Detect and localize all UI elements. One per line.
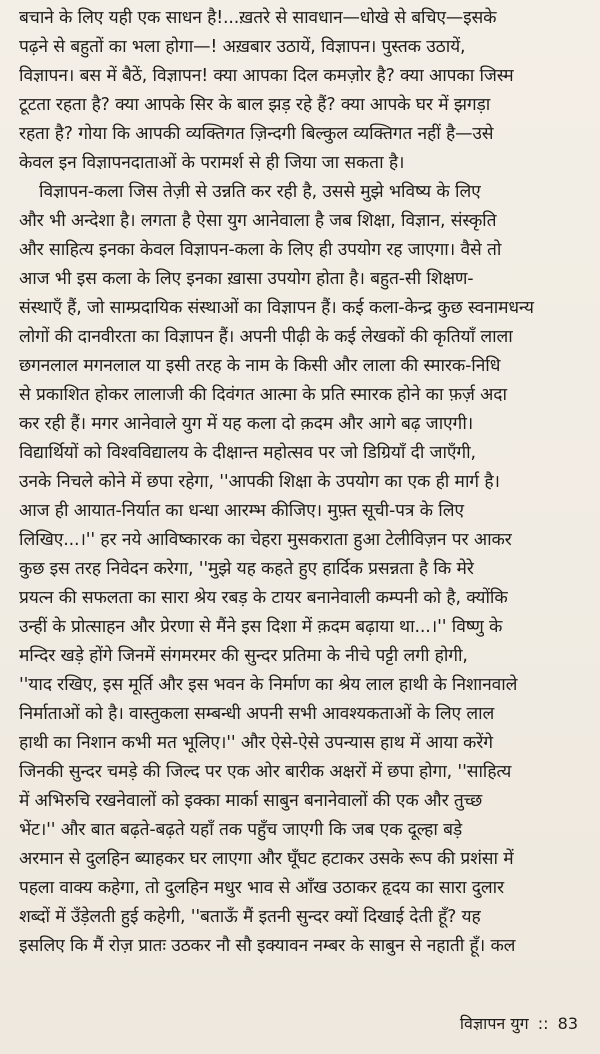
text-line: में अभिरुचि रखनेवालों को इक्का मार्का साबुन बनानेवालों की एक और तुच्छ xyxy=(19,791,483,811)
text-line: संस्थाएँ हैं, जो साम्प्रदायिक संस्थाओं का विज्ञापन हैं। कई कला-केन्द्र कुछ स्वनामधन्य xyxy=(19,298,534,318)
text-line: आज ही आयात-निर्यात का धन्धा आरम्भ कीजिए। मुफ़्त सूची-पत्र के लिए xyxy=(19,501,464,521)
page-number: 83 xyxy=(557,1014,578,1033)
text-line: मन्दिर खड़े होंगे जिनमें संगमरमर की सुन्दर प्रतिमा के नीचे पट्टी लगी होगी, xyxy=(19,646,468,666)
text-line: और साहित्य इनका केवल विज्ञापन-कला के लिए ही उपयोग रह जाएगा। वैसे तो xyxy=(19,240,502,260)
text-line: भेंट।'' और बात बढ़ते-बढ़ते यहाँ तक पहुँच जाएगी कि जब एक दूल्हा बड़े xyxy=(19,820,463,840)
text-line: हाथी का निशान कभी मत भूलिए।'' और ऐसे-ऐसे उपन्यास हाथ में आया करेंगे xyxy=(19,733,493,753)
page-footer xyxy=(460,1013,578,1035)
text-line: उनके निचले कोने में छपा रहेगा, ''आपकी शिक्षा के उपयोग का एक ही मार्ग है। xyxy=(19,472,500,492)
text-line: प्रयत्न की सफलता का सारा श्रेय रबड़ के टायर बनानेवाली कम्पनी को है, क्योंकि xyxy=(19,588,508,608)
text-line: लोगों की दानवीरता का विज्ञापन हैं। अपनी पीढ़ी के कई लेखकों की कृतियाँ लाला xyxy=(19,327,513,347)
text-line: रहता है? गोया कि आपकी व्यक्तिगत ज़िन्दगी बिल्कुल व्यक्तिगत नहीं है—उसे xyxy=(19,124,494,144)
text-line: ''याद रखिए, इस मूर्ति और इस भवन के निर्माण का श्रेय लाल हाथी के निशानवाले xyxy=(19,675,518,695)
text-line: पढ़ने से बहुतों का भला होगा—! अख़बार उठायें, विज्ञापन। पुस्तक उठायें, xyxy=(19,37,466,57)
text-line: पहला वाक्य कहेगा, तो दुलहिन मधुर भाव से आँख उठाकर हृदय का सारा दुलार xyxy=(19,878,504,898)
text-line: कुछ इस तरह निवेदन करेगा, ''मुझे यह कहते हुए हार्दिक प्रसन्नता है कि मेरे xyxy=(19,559,474,579)
text-line: जिनकी सुन्दर चमड़े की जिल्द पर एक ओर बारीक अक्षरों में छपा होगा, ''साहित्य xyxy=(19,762,512,782)
running-title: विज्ञापन युग xyxy=(459,1014,529,1033)
text-line: और भी अन्देशा है। लगता है ऐसा युग आनेवाला है जब शिक्षा, विज्ञान, संस्कृति xyxy=(19,211,497,231)
text-line: से प्रकाशित होकर लालाजी की दिवंगत आत्मा के प्रति स्मारक होने का फ़र्ज़ अदा xyxy=(19,385,507,405)
text-line: निर्माताओं को है। वास्तुकला सम्बन्धी अपनी सभी आवश्यकताओं के लिए लाल xyxy=(19,704,495,724)
text-line: टूटता रहता है? क्या आपके सिर के बाल झड़ रहे हैं? क्या आपके घर में झगड़ा xyxy=(19,95,491,115)
text-line: अरमान से दुलहिन ब्याहकर घर लाएगा और घूँघट हटाकर उसके रूप की प्रशंसा में xyxy=(19,849,514,869)
text-line: शब्दों में उँड़ेलती हुई कहेगी, ''बताऊँ मैं इतनी सुन्दर क्यों दिखाई देती हूँ? यह xyxy=(19,907,481,927)
text-line: लिखिए...।'' हर नये आविष्कारक का चेहरा मुसकराता हुआ टेलीविज़न पर आकर xyxy=(19,530,512,550)
text-line: आज भी इस कला के लिए इनका ख़ासा उपयोग होता है। बहुत-सी शिक्षण- xyxy=(19,269,474,289)
text-line: केवल इन विज्ञापनदाताओं के परामर्श से ही जिया जा सकता है। xyxy=(19,153,405,173)
text-line: बचाने के लिए यही एक साधन है!...ख़तरे से सावधान—धोखे से बचिए—इसके xyxy=(19,8,497,28)
body-text xyxy=(19,4,589,961)
footer-separator: :: xyxy=(537,1014,549,1033)
text-line: विज्ञापन। बस में बैठें, विज्ञापन! क्या आपका दिल कमज़ोर है? क्या आपका जिस्म xyxy=(19,66,514,86)
text-line: विद्यार्थियों को विश्वविद्यालय के दीक्षान्त महोत्सव पर जो डिग्रियाँ दी जाएँगी, xyxy=(19,443,476,463)
text-line: इसलिए कि मैं रोज़ प्रातः उठकर नौ सौ इक्यावन नम्बर के साबुन से नहाती हूँ। कल xyxy=(19,936,516,956)
text-line: उन्हीं के प्रोत्साहन और प्रेरणा से मैंने इस दिशा में क़दम बढ़ाया था...।'' विष्णु के xyxy=(19,617,503,637)
text-line: कर रही हैं। मगर आनेवाले युग में यह कला दो क़दम और आगे बढ़ जाएगी। xyxy=(19,414,474,434)
text-line: छगनलाल मगनलाल या इसी तरह के नाम के किसी और लाला की स्मारक-निधि xyxy=(19,356,501,376)
paragraph-start-line: विज्ञापन-कला जिस तेज़ी से उन्नति कर रही है, उससे मुझे भविष्य के लिए xyxy=(39,182,481,202)
